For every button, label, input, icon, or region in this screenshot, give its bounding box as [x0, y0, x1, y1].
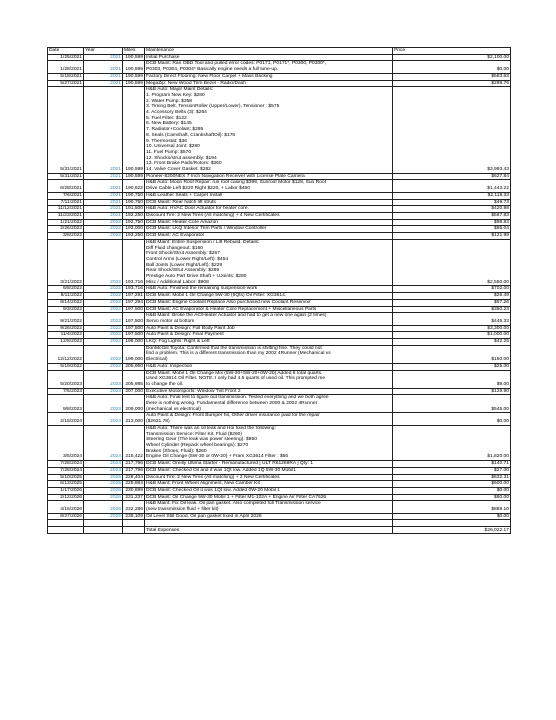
date-cell: 5/19/2022 [48, 363, 84, 370]
year-cell: 2025 [84, 474, 123, 481]
blank-row [48, 520, 511, 527]
price-cell: $1,000.00 [393, 332, 511, 339]
year-cell: 2022 [84, 363, 123, 370]
date-cell: 2/15/2024 [48, 413, 84, 425]
price-cell: $42.25 [393, 339, 511, 346]
year-cell: 2026 [84, 513, 123, 520]
maintenance-cell: H&B Leather Seats + Carpet Install [145, 192, 393, 199]
table-row [48, 192, 511, 199]
date-cell: 11/4/2022 [48, 332, 84, 339]
maintenance-cell: DonMcGill Toyota: Confirmed that the transmission is shifting fine. They could not find a problem. This is a different transmission than my 2002 4Runner (Mechanical vs Electrical) [145, 345, 393, 363]
table-row [48, 239, 511, 286]
date-cell: 8/11/2022 [48, 293, 84, 300]
date-cell: 2/12/2026 [48, 494, 84, 501]
total-row [48, 527, 511, 534]
table-row [48, 212, 511, 219]
price-cell: $140.71 [393, 461, 511, 468]
maintenance-cell: H&B Auto: Final test to figure out transmission. Tested everything and we both agree there is nothing wrong. Fundamental difference between 2000 & 2002 4Runner (mechanical vs electrical) [145, 395, 393, 413]
table-row [48, 173, 511, 180]
price-cell: $3,993.43 [393, 87, 511, 174]
table-row [48, 299, 511, 306]
miles-cell: 215,422 [123, 425, 145, 460]
date-cell: 2/26/2022 [48, 226, 84, 233]
maintenance-cell: Executive Motorsports: Window Tint Front 2 [145, 388, 393, 395]
total-label: Total Expenses [145, 527, 393, 534]
year-cell: 2026 [84, 501, 123, 513]
year-cell: 2022 [84, 313, 123, 325]
table-row [48, 87, 511, 174]
price-cell: $545.00 [393, 395, 511, 413]
price-cell: $445.33 [393, 313, 511, 325]
table-row [48, 467, 511, 474]
miles-cell: 190,750 [123, 192, 145, 199]
blank-cell [48, 527, 84, 534]
date-cell: 9/8/2023 [48, 395, 84, 413]
year-cell: 2022 [84, 293, 123, 300]
date-cell: 11/12/2021 [48, 206, 84, 213]
price-cell: $27.00 [393, 467, 511, 474]
year-cell: 2021 [84, 206, 123, 213]
miles-cell: 190,599 [123, 61, 145, 73]
header-row [48, 48, 511, 55]
table-row [48, 413, 511, 425]
table-row [48, 363, 511, 370]
header-date: Date [48, 48, 84, 55]
table-row [48, 180, 511, 192]
year-cell: 2024 [84, 467, 123, 474]
table-row [48, 395, 511, 413]
maintenance-cell: MegaZip: New Wood Trim Bezel - Radio/Dash [145, 80, 393, 87]
maintenance-cell: Auto Paint & Design: Full Body Paint Job [145, 325, 393, 332]
date-cell: 11/23/2021 [48, 212, 84, 219]
maintenance-cell: H&B Auto: Finished the remaining suspension work [145, 286, 393, 293]
table-row [48, 206, 511, 213]
date-cell: 5/18/2021 [48, 73, 84, 80]
date-cell: 3/8/2022 [48, 233, 84, 240]
maintenance-cell: Initial Purchase [145, 54, 393, 61]
date-cell: 7/5/2023 [48, 388, 84, 395]
year-cell: 2026 [84, 494, 123, 501]
miles-cell: 213,000 [123, 413, 145, 425]
date-cell: 6/13/2025 [48, 481, 84, 488]
date-cell: 9/21/2022 [48, 313, 84, 325]
maintenance-cell: DCB Maint: Ran OBD Tool and pulled error codes: P0171, P0171*, P0300, P0300*, P0303, P0304, P0304* Basically engine needs a full tune-up. [145, 61, 393, 73]
miles-cell: 192,250 [123, 212, 145, 219]
maintenance-cell: H&B Auto: Moon Roof Repair: run roof casing $399, Sunroof Motor $128, Sun Roof Drive Cable Left $220 Right $220, + Labor $450 [145, 180, 393, 192]
year-cell: 2022 [84, 339, 123, 346]
date-cell: 3/21/2022 [48, 239, 84, 286]
year-cell: 2021 [84, 173, 123, 180]
maintenance-cell: DCB Maint: Checked Oil it was 1Qt low. Added 0W-20 Mobil 1 [145, 487, 393, 494]
miles-cell: 217,796 [123, 467, 145, 474]
year-cell: 2022 [84, 226, 123, 233]
date-cell: 9/3/2022 [48, 306, 84, 313]
year-cell: 2026 [84, 487, 123, 494]
price-cell: $25.00 [393, 363, 511, 370]
price-cell: $0.00 [393, 61, 511, 73]
miles-cell: 193,250 [123, 233, 145, 240]
miles-cell: 190,750 [123, 199, 145, 206]
miles-cell: 191,500 [123, 206, 145, 213]
table-row [48, 80, 511, 87]
maintenance-cell: H&B Auto: Major Maint Details: 1. Program New Key: $280 2. Water Pump: $358 3. Timing Belt, TensionRoller (Upper/Lower), Tensioner : $575 4. Accessory Belts (3): $264 5. Fuel Filter: $122 6. New Battery: $145 7. Radiator+Coolant: $295 8. Seals (Camshaft, CrankshaftOil): $176 9. Thermostat: $36 10. Universal Joint: $280 11. Fuel Pump: $570 12. Shocks/strut assembly: $194 13. Front Brake Pads/Rotors: $360 14. Valve Cover Gasket: $282 [145, 87, 393, 174]
miles-cell: 235,109 [123, 513, 145, 520]
maintenance-cell: H&B Auto: HVAC Door Actuator for heater core. [145, 206, 393, 213]
miles-cell: 231,237 [123, 494, 145, 501]
year-cell: 2022 [84, 325, 123, 332]
year-cell: 2021 [84, 80, 123, 87]
miles-cell: 232,286 [123, 501, 145, 513]
date-cell: 1/28/2021 [48, 61, 84, 73]
price-cell: $627.84 [393, 173, 511, 180]
blank-cell [393, 520, 511, 527]
date-cell: 1/25/2021 [48, 54, 84, 61]
miles-cell: 193,716 [123, 286, 145, 293]
maintenance-cell: DCB Maint: AC Evaporator [145, 233, 393, 240]
miles-cell: 230,899 [123, 487, 145, 494]
table-row [48, 461, 511, 468]
miles-cell: 197,291 [123, 293, 145, 300]
maintenance-cell: Auto Paint & Design: Final Payment [145, 332, 393, 339]
maintenance-cell: Discount Tire: 2 New Tires (All matching) + 2 New Certificates [145, 474, 393, 481]
header-maintenance: Maintenance [145, 48, 393, 55]
header-price: Price [393, 48, 511, 55]
table-row [48, 345, 511, 363]
year-cell: 2021 [84, 73, 123, 80]
table-row [48, 339, 511, 346]
miles-cell: 197,294 [123, 299, 145, 306]
miles-cell: 198,000 [123, 339, 145, 346]
maintenance-cell: H&B Maint: Broke the AC/Heater Actuator and had to get a new one again (2 times) Servo motor at bottom [145, 313, 393, 325]
table-row [48, 219, 511, 226]
price-cell: $600.00 [393, 481, 511, 488]
date-cell: 8/27/2026 [48, 513, 84, 520]
blank-cell [84, 520, 123, 527]
maintenance-cell: H&B Maint: Fix Oil leak. Oil pan gasket. Also completed full Transmission service (new transmission fluid + filter kit) [145, 501, 393, 513]
table-row [48, 474, 511, 481]
year-cell: 2024 [84, 413, 123, 425]
year-cell: 2023 [84, 370, 123, 388]
table-row [48, 513, 511, 520]
miles-cell: 199,000 [123, 345, 145, 363]
year-cell: 2023 [84, 388, 123, 395]
table-row [48, 73, 511, 80]
miles-cell: 205,985 [123, 370, 145, 388]
date-cell: 5/27/2021 [48, 80, 84, 87]
price-cell: $57.26 [393, 299, 511, 306]
maintenance-cell: DCB Maint: Rear hatch lift struts [145, 199, 393, 206]
miles-cell: 197,500 [123, 332, 145, 339]
header-year: Year [84, 48, 123, 55]
price-cell: $85.04 [393, 226, 511, 233]
table-row [48, 325, 511, 332]
maintenance-cell: DCB Maint: LKQ Interior Trim Parts / Window Controller [145, 226, 393, 233]
price-cell: $0.00 [393, 513, 511, 520]
miles-cell: 209,000 [123, 395, 145, 413]
miles-cell: 205,950 [123, 363, 145, 370]
year-cell: 2021 [84, 199, 123, 206]
price-cell: $289.76 [393, 80, 511, 87]
maintenance-cell: DCB Maint: Mobil 1 Oil Change Mix (5W-30+5W-20+0W-20) Added 6 total quarts. Used XG3614 Oil Filter. NOTE: I only had 4.5 quarts of used oil. This prompted me to change the oil. [145, 370, 393, 388]
year-cell: 2022 [84, 332, 123, 339]
miles-cell: 190,622 [123, 180, 145, 192]
table-row [48, 487, 511, 494]
miles-cell: 190,599 [123, 54, 145, 61]
year-cell: 2024 [84, 461, 123, 468]
year-cell: 2022 [84, 286, 123, 293]
maintenance-cell: H&B Auto: Inspection [145, 363, 393, 370]
year-cell: 2025 [84, 481, 123, 488]
miles-cell: 190,599 [123, 173, 145, 180]
price-cell: $3,300.00 [393, 325, 511, 332]
blank-cell [123, 527, 145, 534]
date-cell: 5/20/2023 [48, 370, 84, 388]
price-cell: $567.83 [393, 212, 511, 219]
price-cell: $1,820.00 [393, 425, 511, 460]
maintenance-cell: DCB Maint: Mobil 1 Oil Change 5W-30 (6Qts) Oil Filter: XG3614. [145, 293, 393, 300]
maintenance-cell: LKQ: Fog Lights: Right & Left [145, 339, 393, 346]
year-cell: 2022 [84, 345, 123, 363]
price-cell: $632.31 [393, 474, 511, 481]
year-cell: 2021 [84, 61, 123, 73]
year-cell: 2021 [84, 54, 123, 61]
miles-cell: 193,716 [123, 239, 145, 286]
maintenance-cell: H&B Auto: There was an oil leak and Hoi fixed the following: Transmission Service: Filter Kit, Fluid ($260) Steering Gear (The leak was power steering): $850 Wheel Cylinder (Repack wheel bearings): $270 Brakes (Shoes, Fluid): $260 Engine Oil Change (5W-30 or 0W-20) + Fram XG3614 Filter : $56 [145, 425, 393, 460]
date-cell: 1/21/2022 [48, 219, 84, 226]
table-row [48, 370, 511, 388]
date-cell: 5/31/2021 [48, 173, 84, 180]
date-cell: 6/28/2021 [48, 180, 84, 192]
table-row [48, 286, 511, 293]
total-price: $26,022.17 [393, 527, 511, 534]
table-row [48, 199, 511, 206]
year-cell: 2023 [84, 395, 123, 413]
date-cell: 7/6/2021 [48, 192, 84, 199]
table-row [48, 481, 511, 488]
price-cell: $80.00 [393, 494, 511, 501]
date-cell: 4/16/2026 [48, 501, 84, 513]
date-cell: 6/8/2022 [48, 286, 84, 293]
date-cell: 1/17/2026 [48, 487, 84, 494]
price-cell: $583.63 [393, 73, 511, 80]
price-cell: $129.90 [393, 388, 511, 395]
date-cell: 7/28/2024 [48, 467, 84, 474]
table-row [48, 54, 511, 61]
year-cell: 2021 [84, 87, 123, 174]
maintenance-log-table [47, 47, 511, 534]
price-cell: $702.00 [393, 286, 511, 293]
date-cell: 7/11/2021 [48, 199, 84, 206]
maintenance-cell: DCB Maint: Oil Change 5W-30 Mobil 1 + Filter M1-102A + Engine Air Filter CA7626 [145, 494, 393, 501]
date-cell: 12/8/2022 [48, 339, 84, 346]
miles-cell: 217,796 [123, 461, 145, 468]
blank-cell [123, 520, 145, 527]
price-cell: $2,100.00 [393, 54, 511, 61]
year-cell: 2022 [84, 306, 123, 313]
miles-cell: 192,750 [123, 219, 145, 226]
price-cell: $98.83 [393, 219, 511, 226]
price-cell: $420.98 [393, 206, 511, 213]
price-cell: $26.49 [393, 293, 511, 300]
year-cell: 2022 [84, 233, 123, 240]
date-cell: 8/14/2022 [48, 299, 84, 306]
date-cell: 3/5/2024 [48, 425, 84, 460]
year-cell: 2021 [84, 212, 123, 219]
miles-cell: 228,404 [123, 474, 145, 481]
miles-cell: 190,599 [123, 80, 145, 87]
price-cell: $0.00 [393, 487, 511, 494]
date-cell: 12/12/2022 [48, 345, 84, 363]
price-cell: $2,550.00 [393, 239, 511, 286]
table-row [48, 306, 511, 313]
miles-cell: 190,599 [123, 73, 145, 80]
maintenance-cell: DCB Maint: Engine Coolant Replace Also purchased new Coolant Reservoir [145, 299, 393, 306]
date-cell: 5/10/2025 [48, 474, 84, 481]
date-cell: 9/26/2022 [48, 325, 84, 332]
table-row [48, 233, 511, 240]
header-miles: Miles [123, 48, 145, 55]
miles-cell: 193,000 [123, 226, 145, 233]
table-row [48, 293, 511, 300]
table-row [48, 388, 511, 395]
maintenance-cell: Factory Direct Flooring: New Floor Carpet + Mass Backing [145, 73, 393, 80]
maintenance-cell: H&B Maint: Entire Suspension / Lift Rebuild. Details: Diff Fluid changeout: $160 Front Shock/Strut Assembly: $267 Control Arms (Lower Right/Left): $454 Ball Joints (Lower Right/Left): $229 Rear Shock/Strut Assembly: $289 Prestige Auto Part Drive Shaft + UJoints: $280 Misc / Additional Labor: $908 [145, 239, 393, 286]
maintenance-cell: H&B Maint: Front Wheel Alignment, New Camber Kit [145, 481, 393, 488]
maintenance-cell: Discount Tire: 2 New Tires (All matching) + 4 New Certificates [145, 212, 393, 219]
price-cell: $889.10 [393, 501, 511, 513]
date-cell: 5/31/2021 [48, 87, 84, 174]
maintenance-cell: Auto Paint & Design: Front Bumper hit, Other driver insurance paid for the repair ($2631.78) [145, 413, 393, 425]
maintenance-cell: Pioneer-8200NEX 7 Inch Navigation Receiver with License Plate Camera [145, 173, 393, 180]
blank-cell [48, 520, 84, 527]
price-cell: $150.00 [393, 345, 511, 363]
maintenance-cell: DCB Maint: AC Evaporator & Heater Core Replacement + Miscellaneous Parts [145, 306, 393, 313]
table-row [48, 501, 511, 513]
blank-cell [84, 527, 123, 534]
price-cell: $121.99 [393, 233, 511, 240]
miles-cell: 197,500 [123, 306, 145, 313]
year-cell: 2022 [84, 219, 123, 226]
price-cell: $9.00 [393, 370, 511, 388]
price-cell: $0.00 [393, 413, 511, 425]
price-cell: $350.23 [393, 306, 511, 313]
maintenance-cell: DCB Maint: Heater Core Amazon [145, 219, 393, 226]
table-row [48, 61, 511, 73]
price-cell: $2,118.33 [393, 192, 511, 199]
table-row [48, 332, 511, 339]
year-cell: 2024 [84, 425, 123, 460]
table-row [48, 494, 511, 501]
year-cell: 2022 [84, 239, 123, 286]
table-row [48, 313, 511, 325]
year-cell: 2021 [84, 180, 123, 192]
year-cell: 2022 [84, 299, 123, 306]
maintenance-cell: Oil Level Still Good, Oil pan gasket fixed in April 2026 [145, 513, 393, 520]
miles-cell: 229,884 [123, 481, 145, 488]
miles-cell: 197,500 [123, 313, 145, 325]
maintenance-cell: DCB Maint: Checked Oil and it was 1Qt low. Added 1Q 5W-30 Mobil1 [145, 467, 393, 474]
miles-cell: 207,000 [123, 388, 145, 395]
maintenance-cell: DCB Maint: Oreilly Ultima Starter - Remanufactured [ ULT R61269RA ] Qty: 1 [145, 461, 393, 468]
table-row [48, 226, 511, 233]
miles-cell: 197,500 [123, 325, 145, 332]
price-cell: $49.73 [393, 199, 511, 206]
table-row [48, 425, 511, 460]
date-cell: 7/28/2024 [48, 461, 84, 468]
miles-cell: 190,599 [123, 87, 145, 174]
blank-cell [145, 520, 393, 527]
price-cell: $1,443.22 [393, 180, 511, 192]
year-cell: 2021 [84, 192, 123, 199]
